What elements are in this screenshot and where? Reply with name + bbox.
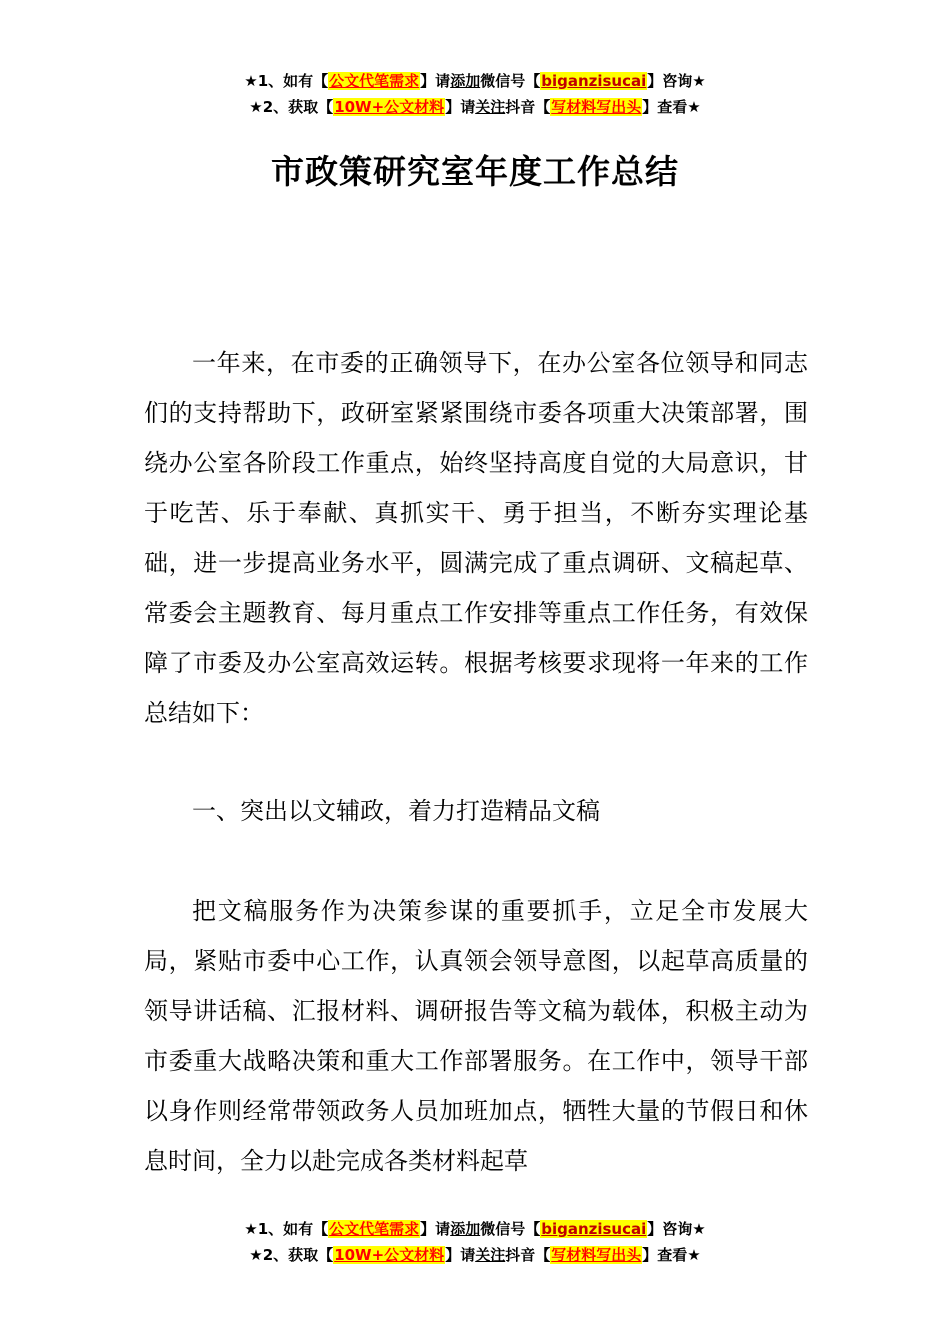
wechat-id-link[interactable]: biganzisucai [541, 72, 647, 90]
top-banner [0, 68, 950, 120]
banner-text: 】咨询★ [647, 1220, 706, 1238]
banner-text: 微信号【 [480, 1220, 541, 1238]
intro-paragraph: 一年来，在市委的正确领导下，在办公室各位领导和同志们的支持帮助下，政研室紧紧围绕市委各项重大决策部署，围绕办公室各阶段工作重点，始终坚持高度自觉的大局意识，甘于吃苦、乐于奉献、真抓实干、勇于担当，不断夯实理论基础，进一步提高业务水平，圆满完成了重点调研、文稿起草、常委会主题教育、每月重点工作安排等重点工作任务，有效保障了市委及办公室高效运转。根据考核要求现将一年来的工作总结如下： [144, 349, 808, 727]
writing-service-highlight: 公文代笔需求 [329, 72, 420, 90]
banner-text: 】查看★ [642, 1246, 701, 1264]
page-title: 市政策研究室年度工作总结 [271, 152, 679, 191]
banner-text: 】请 [445, 98, 476, 116]
banner-emphasis: 关注 [475, 1246, 506, 1264]
banner-text: ★2、获取【 [249, 1246, 334, 1264]
banner-emphasis: 添加 [450, 1220, 481, 1238]
bottom-banner [0, 1216, 950, 1268]
banner-text: 】请 [420, 1220, 451, 1238]
banner-emphasis: 关注 [475, 98, 506, 116]
section-heading-1: 一、突出以文辅政，着力打造精品文稿 [192, 797, 600, 825]
banner-line-1 [0, 68, 950, 94]
writing-service-highlight: 公文代笔需求 [329, 1220, 420, 1238]
banner-text: 抖音【 [505, 1246, 551, 1264]
banner-text: 微信号【 [480, 72, 541, 90]
banner-text: 抖音【 [505, 98, 551, 116]
banner-line-2 [0, 94, 950, 120]
banner-text: ★1、如有【 [244, 1220, 329, 1238]
materials-highlight: 10W+公文材料 [334, 98, 445, 116]
banner-line-2 [0, 1242, 950, 1268]
banner-text: 】查看★ [642, 98, 701, 116]
banner-text: ★2、获取【 [249, 98, 334, 116]
douyin-account-highlight: 写材料写出头 [551, 1246, 642, 1264]
banner-text: 】请 [445, 1246, 476, 1264]
materials-highlight: 10W+公文材料 [334, 1246, 445, 1264]
banner-emphasis: 添加 [450, 72, 481, 90]
banner-line-1 [0, 1216, 950, 1242]
banner-text: ★1、如有【 [244, 72, 329, 90]
douyin-account-highlight: 写材料写出头 [551, 98, 642, 116]
section-1-paragraph: 把文稿服务作为决策参谋的重要抓手，立足全市发展大局，紧贴市委中心工作，认真领会领导意图，以起草高质量的领导讲话稿、汇报材料、调研报告等文稿为载体，积极主动为市委重大战略决策和重大工作部署服务。在工作中，领导干部以身作则经常带领政务人员加班加点，牺牲大量的节假日和休息时间，全力以赴完成各类材料起草 [144, 897, 808, 1175]
banner-text: 】咨询★ [647, 72, 706, 90]
banner-text: 】请 [420, 72, 451, 90]
wechat-id-link[interactable]: biganzisucai [541, 1220, 647, 1238]
